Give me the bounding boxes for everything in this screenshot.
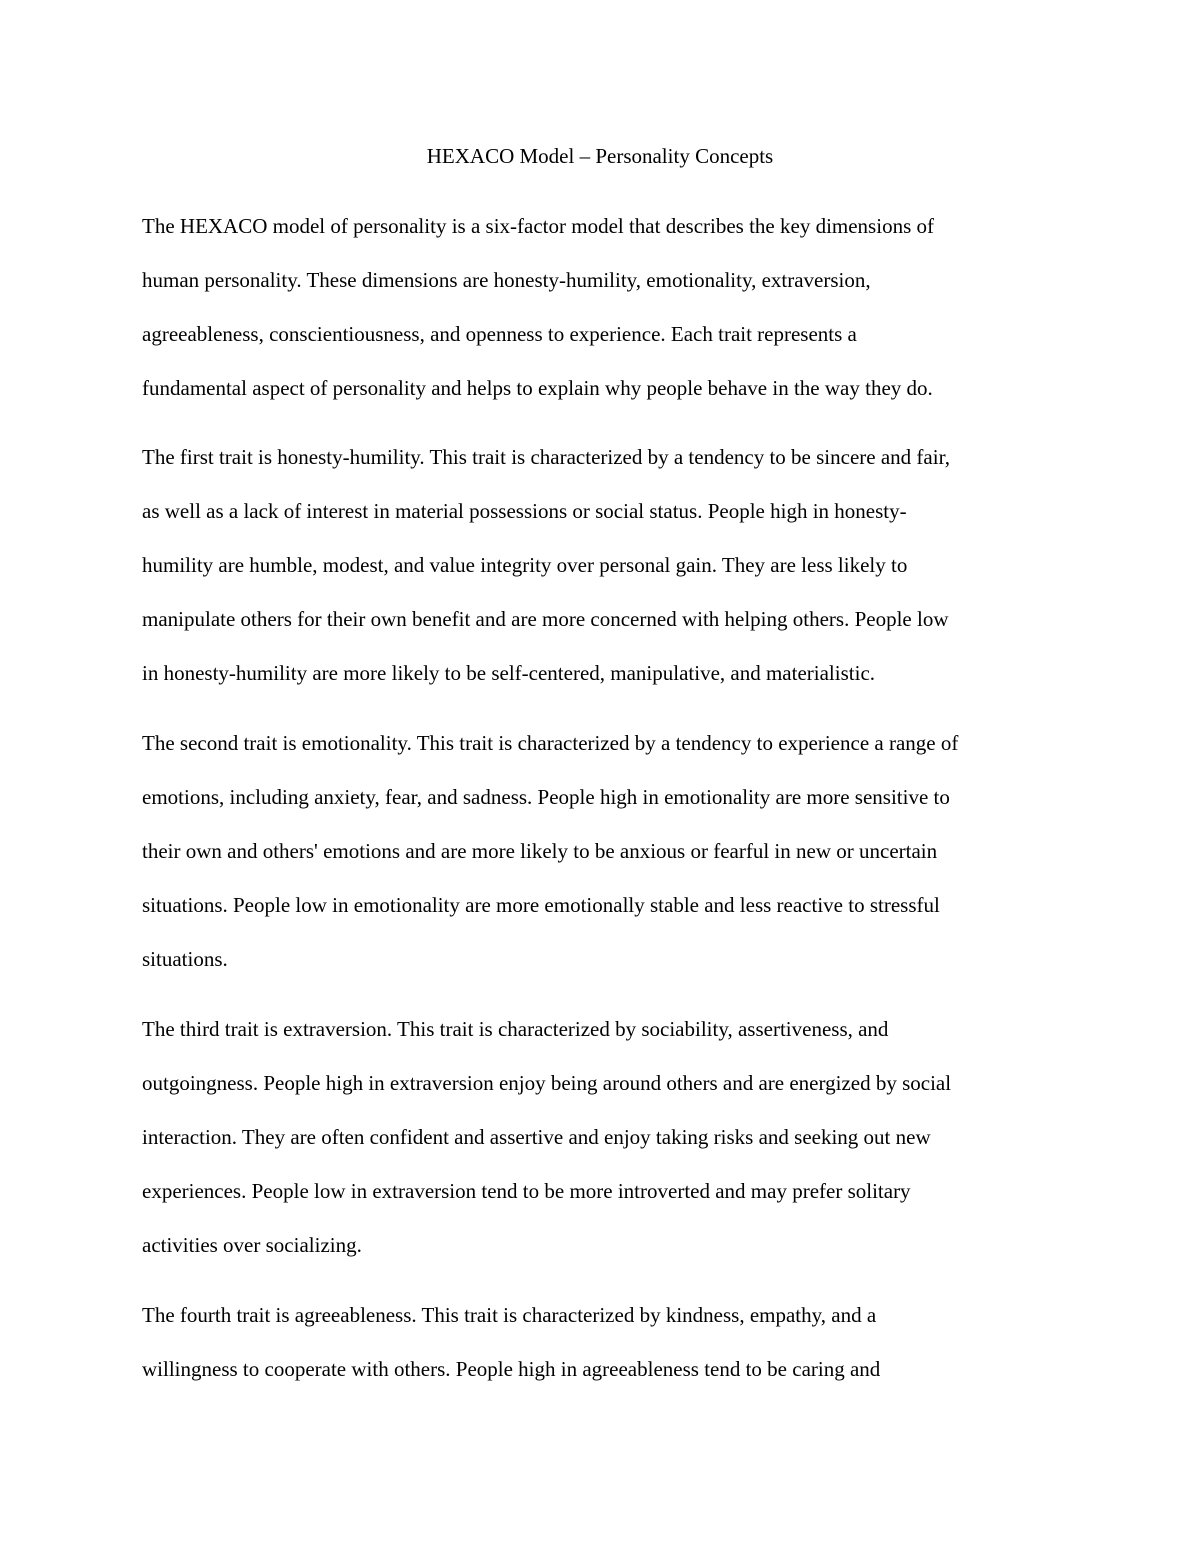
paragraph-5-line-1: The fourth trait is agreeableness. This trait is characterized by kindness, empathy, and a [142, 1303, 877, 1327]
paragraph-3-line-2: emotions, including anxiety, fear, and sadness. People high in emotionality are more sensitive to [142, 785, 950, 809]
paragraph-2-line-3: humility are humble, modest, and value integrity over personal gain. They are less likely to [142, 553, 908, 577]
paragraph-1-line-3: agreeableness, conscientiousness, and openness to experience. Each trait represents a [142, 322, 857, 346]
paragraph-4-line-2: outgoingness. People high in extraversion enjoy being around others and are energized by social [142, 1071, 952, 1095]
paragraph-1-line-2: human personality. These dimensions are honesty-humility, emotionality, extraversion, [142, 268, 871, 292]
paragraph-3-line-1: The second trait is emotionality. This trait is characterized by a tendency to experience a range of [142, 731, 959, 755]
paragraph-2-line-4: manipulate others for their own benefit and are more concerned with helping others. People low [142, 607, 949, 631]
paragraph-3-line-3: their own and others' emotions and are more likely to be anxious or fearful in new or uncertain [142, 839, 938, 863]
paragraph-4-line-1: The third trait is extraversion. This trait is characterized by sociability, assertiveness, and [142, 1017, 889, 1041]
paragraph-4-line-4: experiences. People low in extraversion tend to be more introverted and may prefer solitary [142, 1179, 911, 1203]
paragraph-2-line-2: as well as a lack of interest in material possessions or social status. People high in honesty- [142, 499, 907, 523]
paragraph-2-line-5: in honesty-humility are more likely to be self-centered, manipulative, and materialistic. [142, 661, 876, 685]
document-title: HEXACO Model – Personality Concepts [426, 144, 774, 168]
paragraph-4-line-5: activities over socializing. [142, 1233, 362, 1257]
paragraph-4-line-3: interaction. They are often confident and assertive and enjoy taking risks and seeking out new [142, 1125, 931, 1149]
paragraph-1-line-4: fundamental aspect of personality and helps to explain why people behave in the way they do. [142, 376, 933, 400]
paragraph-3-line-4: situations. People low in emotionality are more emotionally stable and less reactive to stressful [142, 893, 940, 917]
paragraph-3-line-5: situations. [142, 947, 228, 971]
paragraph-1-line-1: The HEXACO model of personality is a six-factor model that describes the key dimensions of [142, 214, 934, 238]
paragraph-5-line-2: willingness to cooperate with others. People high in agreeableness tend to be caring and [142, 1357, 881, 1381]
paragraph-2-line-1: The first trait is honesty-humility. This trait is characterized by a tendency to be sincere and fair, [142, 445, 950, 469]
